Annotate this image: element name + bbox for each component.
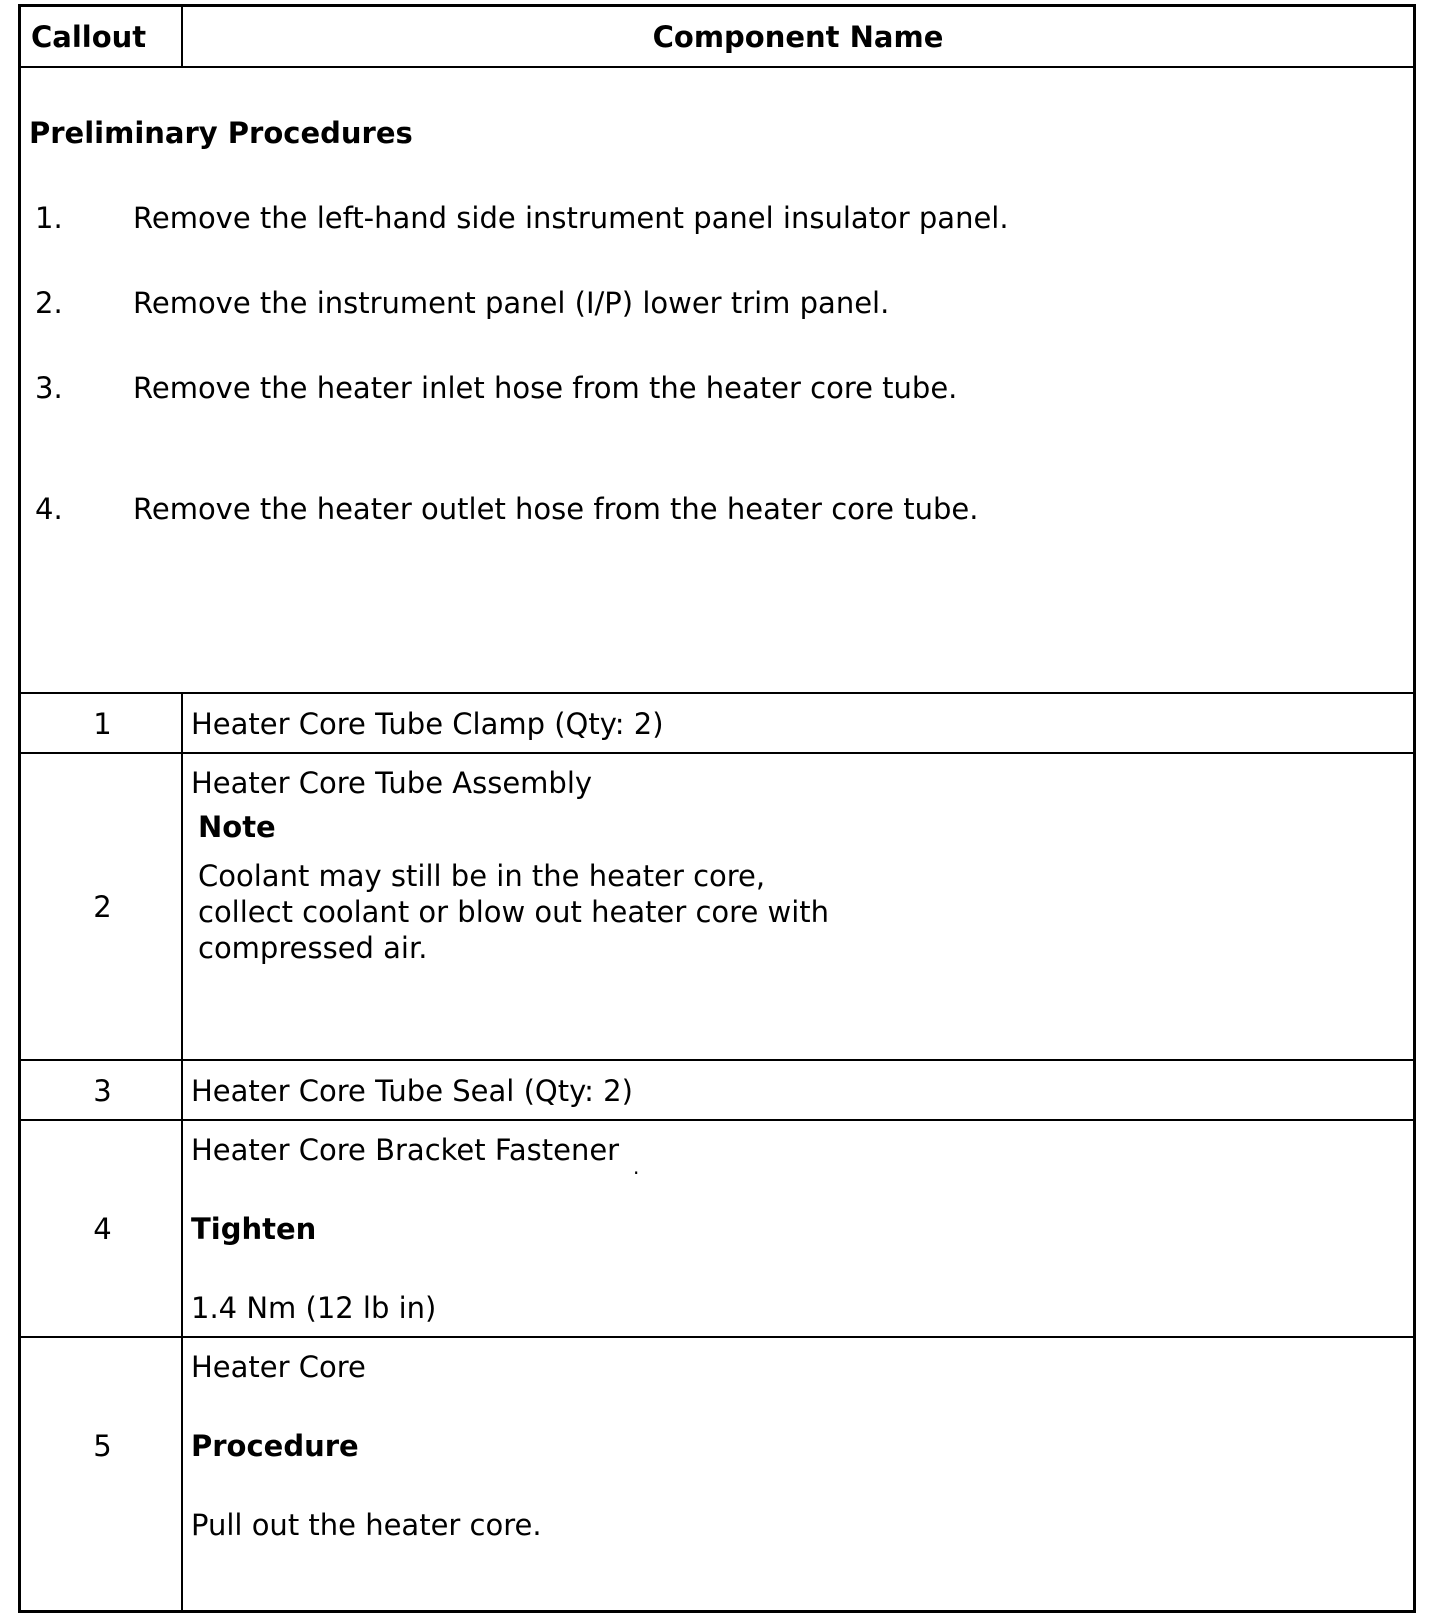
callout-number: 2 xyxy=(93,890,112,924)
tighten-label: Tighten xyxy=(191,1212,317,1246)
component-name: Heater Core Bracket Fastener xyxy=(191,1133,620,1167)
step-text: Remove the instrument panel (I/P) lower trim panel. xyxy=(133,286,890,320)
row-divider-1 xyxy=(21,692,1413,694)
header-component-name: Component Name xyxy=(652,20,944,54)
procedure-table xyxy=(18,4,1416,1613)
torque-value: 1.4 Nm (12 lb in) xyxy=(191,1291,437,1325)
callout-number: 4 xyxy=(93,1212,112,1246)
row-divider-3 xyxy=(21,1059,1413,1061)
body-column-divider xyxy=(181,692,183,1610)
row-divider-4 xyxy=(21,1119,1413,1121)
procedure-label: Procedure xyxy=(191,1429,359,1463)
step-text: Remove the heater outlet hose from the heater core tube. xyxy=(133,492,979,526)
header-callout: Callout xyxy=(31,20,147,54)
step-text: Remove the heater inlet hose from the heater core tube. xyxy=(133,371,958,405)
header-divider xyxy=(21,66,1413,68)
component-name: Heater Core Tube Assembly xyxy=(191,766,593,800)
step-number: 2. xyxy=(35,286,63,320)
step-number: 4. xyxy=(35,492,63,526)
row-divider-5 xyxy=(21,1336,1413,1338)
callout-number: 1 xyxy=(93,707,112,741)
row-divider-2 xyxy=(21,752,1413,754)
callout-number: 3 xyxy=(93,1074,112,1108)
step-number: 1. xyxy=(35,201,63,235)
procedure-text: Pull out the heater core. xyxy=(191,1508,542,1542)
note-line: compressed air. xyxy=(198,931,428,965)
preliminary-title: Preliminary Procedures xyxy=(29,116,413,150)
stray-dot-mark: . xyxy=(633,1155,640,1179)
component-name: Heater Core Tube Seal (Qty: 2) xyxy=(191,1074,633,1108)
note-label: Note xyxy=(198,810,276,844)
note-line: collect coolant or blow out heater core with xyxy=(198,895,830,929)
callout-number: 5 xyxy=(93,1429,112,1463)
component-name: Heater Core Tube Clamp (Qty: 2) xyxy=(191,707,664,741)
note-line: Coolant may still be in the heater core, xyxy=(198,859,766,893)
component-name: Heater Core xyxy=(191,1350,366,1384)
step-number: 3. xyxy=(35,371,63,405)
step-text: Remove the left-hand side instrument panel insulator panel. xyxy=(133,201,1009,235)
